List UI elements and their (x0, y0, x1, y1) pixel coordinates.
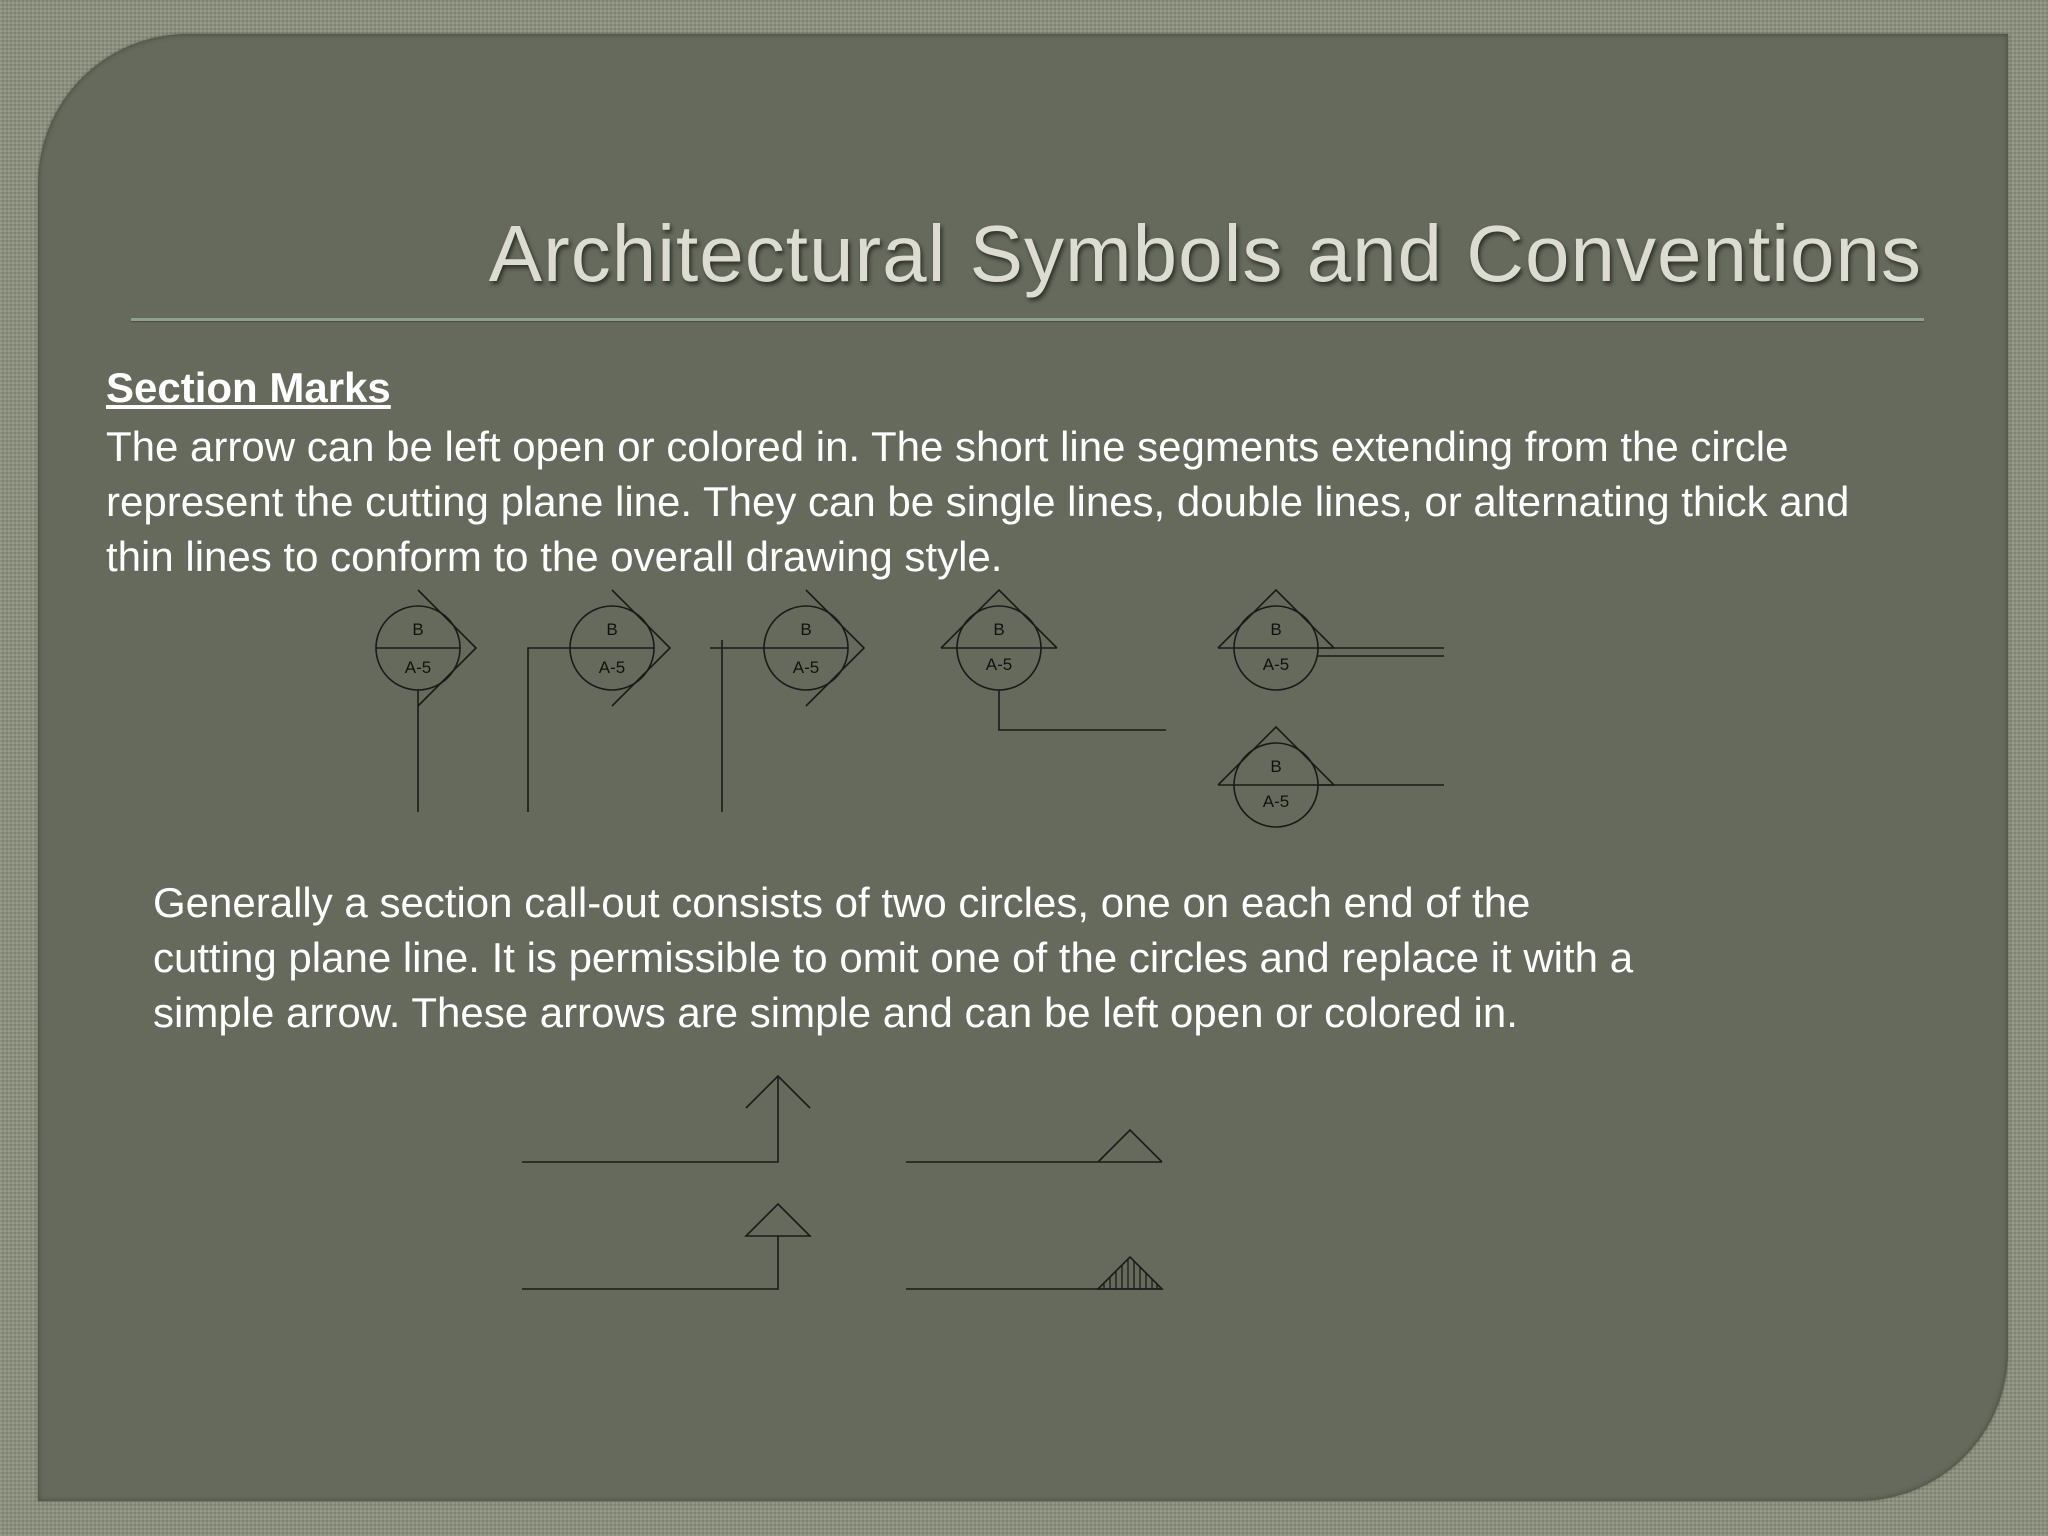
slide-title: Architectural Symbols and Conventions (488, 209, 1922, 298)
mark-5-bottom-label: A-5 (1262, 655, 1290, 674)
mark-1-bottom-label: A-5 (404, 658, 432, 677)
mark-4-bottom-label: A-5 (985, 655, 1013, 674)
mark-3-top-label: B (800, 620, 812, 639)
simple-arrow-closed-up (522, 1204, 810, 1289)
simple-arrow-filled-triangle (906, 1257, 1162, 1289)
mark-6-bottom-label: A-5 (1262, 792, 1290, 811)
mark-6-top-label: B (1270, 757, 1282, 776)
section-mark-4 (941, 590, 1166, 730)
section-heading: Section Marks (106, 364, 391, 411)
paragraph-section-callout: Generally a section call-out consists of two circles, one on each end of the cutting plane line. It is permissible to omit one of the circles and replace it with a simple arrow. These arrows are simple and can be left open or colored in. (153, 879, 1634, 1036)
simple-arrow-open-up (522, 1076, 810, 1162)
section-mark-1 (376, 590, 476, 812)
section-mark-6 (1218, 727, 1444, 827)
mark-5-top-label: B (1270, 620, 1282, 639)
simple-arrow-open-triangle (906, 1130, 1162, 1162)
paragraph-section-marks: The arrow can be left open or colored in. The short line segments extending from the circle represent the cutting plane line. They can be single lines, double lines, or alternating thick and thin lines to conform to the overall drawing style. (106, 423, 1850, 580)
mark-3-bottom-label: A-5 (792, 658, 820, 677)
section-mark-5 (1218, 590, 1444, 690)
mark-2-top-label: B (606, 620, 618, 639)
mark-2-bottom-label: A-5 (598, 658, 626, 677)
section-mark-3 (710, 590, 864, 812)
section-mark-2 (528, 590, 670, 812)
mark-4-top-label: B (993, 620, 1005, 639)
mark-1-top-label: B (412, 620, 424, 639)
